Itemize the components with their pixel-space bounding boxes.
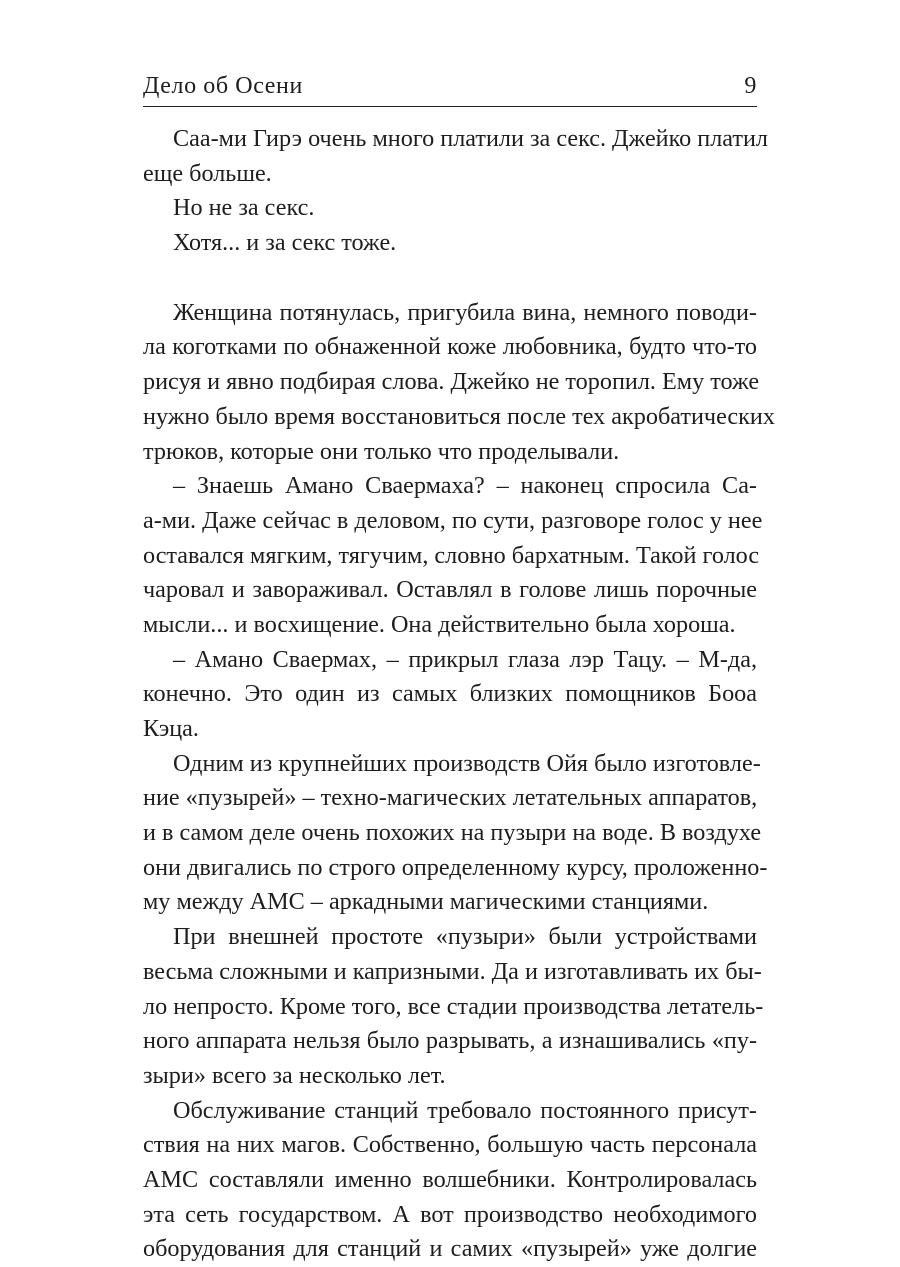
text-line: рисуя и явно подбирая слова. Джейко не торопил. Ему тоже bbox=[143, 368, 760, 396]
text-line: Но не за секс. bbox=[173, 194, 315, 222]
text-line: му между АМС – аркадными магическими станциями. bbox=[143, 888, 709, 916]
paragraph bbox=[143, 643, 757, 747]
page-number: 9 bbox=[744, 73, 757, 99]
paragraph bbox=[143, 920, 764, 1093]
text-line: Обслуживание станций требовало постоянного присут- bbox=[173, 1096, 757, 1124]
text-line: конечно. Это один из самых близких помощников Бооа bbox=[143, 680, 757, 708]
text-line: чаровал и завораживал. Оставлял в голове лишь порочные bbox=[143, 576, 757, 604]
text-line: а-ми. Даже сейчас в деловом, по сути, разговоре голос у нее bbox=[143, 506, 763, 534]
text-line: ного аппарата нельзя было разрывать, а изнашивались «пу- bbox=[143, 1027, 757, 1055]
text-line: они двигались по строго определенному курсу, проложенно- bbox=[143, 853, 768, 881]
text-line: ло непросто. Кроме того, все стадии производства летатель- bbox=[143, 992, 764, 1020]
text-line: – Амано Сваермах, – прикрыл глаза лэр Тацу. – М-да, bbox=[173, 645, 757, 673]
text-line: Хотя... и за секс тоже. bbox=[173, 229, 397, 257]
text-line: – Знаешь Амано Сваермаха? – наконец спросила Са- bbox=[173, 472, 757, 500]
body-text bbox=[143, 122, 775, 1267]
text-line: Одним из крупнейших производств Ойя было изготовле- bbox=[173, 749, 761, 777]
text-line: весьма сложными и капризными. Да и изготавливать их бы- bbox=[143, 957, 762, 985]
text-line: еще больше. bbox=[143, 159, 272, 187]
text-line: оставался мягким, тягучим, словно бархатным. Такой голос bbox=[143, 541, 760, 569]
text-line: ствия на них магов. Собственно, большую часть персонала bbox=[143, 1131, 757, 1159]
text-line: нужно было время восстановиться после тех акробатических bbox=[143, 402, 775, 430]
header-rule bbox=[143, 106, 757, 107]
text-line: зыри» всего за несколько лет. bbox=[143, 1061, 446, 1089]
paragraph bbox=[143, 191, 757, 226]
text-line: При внешней простоте «пузыри» были устройствами bbox=[173, 923, 757, 951]
text-line: Женщина потянулась, пригубила вина, немного поводи- bbox=[173, 298, 757, 326]
text-line: Саа-ми Гирэ очень много платили за секс. Джейко платил bbox=[173, 125, 769, 152]
running-header bbox=[143, 64, 757, 100]
book-title: Дело об Осени bbox=[143, 73, 303, 99]
text-line: трюков, которые они только что проделывали. bbox=[143, 437, 620, 465]
section-break bbox=[143, 261, 757, 296]
paragraph bbox=[143, 747, 768, 920]
text-line: ла коготками по обнаженной коже любовника, будто что-то bbox=[143, 333, 757, 361]
text-line: оборудования для станций и самих «пузырей» уже долгие bbox=[143, 1235, 757, 1263]
text-line: Кэца. bbox=[143, 715, 199, 742]
paragraph bbox=[143, 226, 757, 261]
text-line: ние «пузырей» – техно-магических летательных аппаратов, bbox=[143, 784, 758, 812]
paragraph bbox=[143, 122, 769, 191]
text-line: мысли... и восхищение. Она действительно была хороша. bbox=[143, 610, 736, 638]
paragraph bbox=[143, 296, 775, 469]
text-line: АМС составляли именно волшебники. Контролировалась bbox=[143, 1165, 757, 1193]
text-line: и в самом деле очень похожих на пузыри на воде. В воздухе bbox=[143, 819, 762, 847]
text-line: эта сеть государством. А вот производство необходимого bbox=[143, 1200, 757, 1228]
paragraph bbox=[143, 469, 763, 642]
paragraph bbox=[143, 1094, 757, 1267]
